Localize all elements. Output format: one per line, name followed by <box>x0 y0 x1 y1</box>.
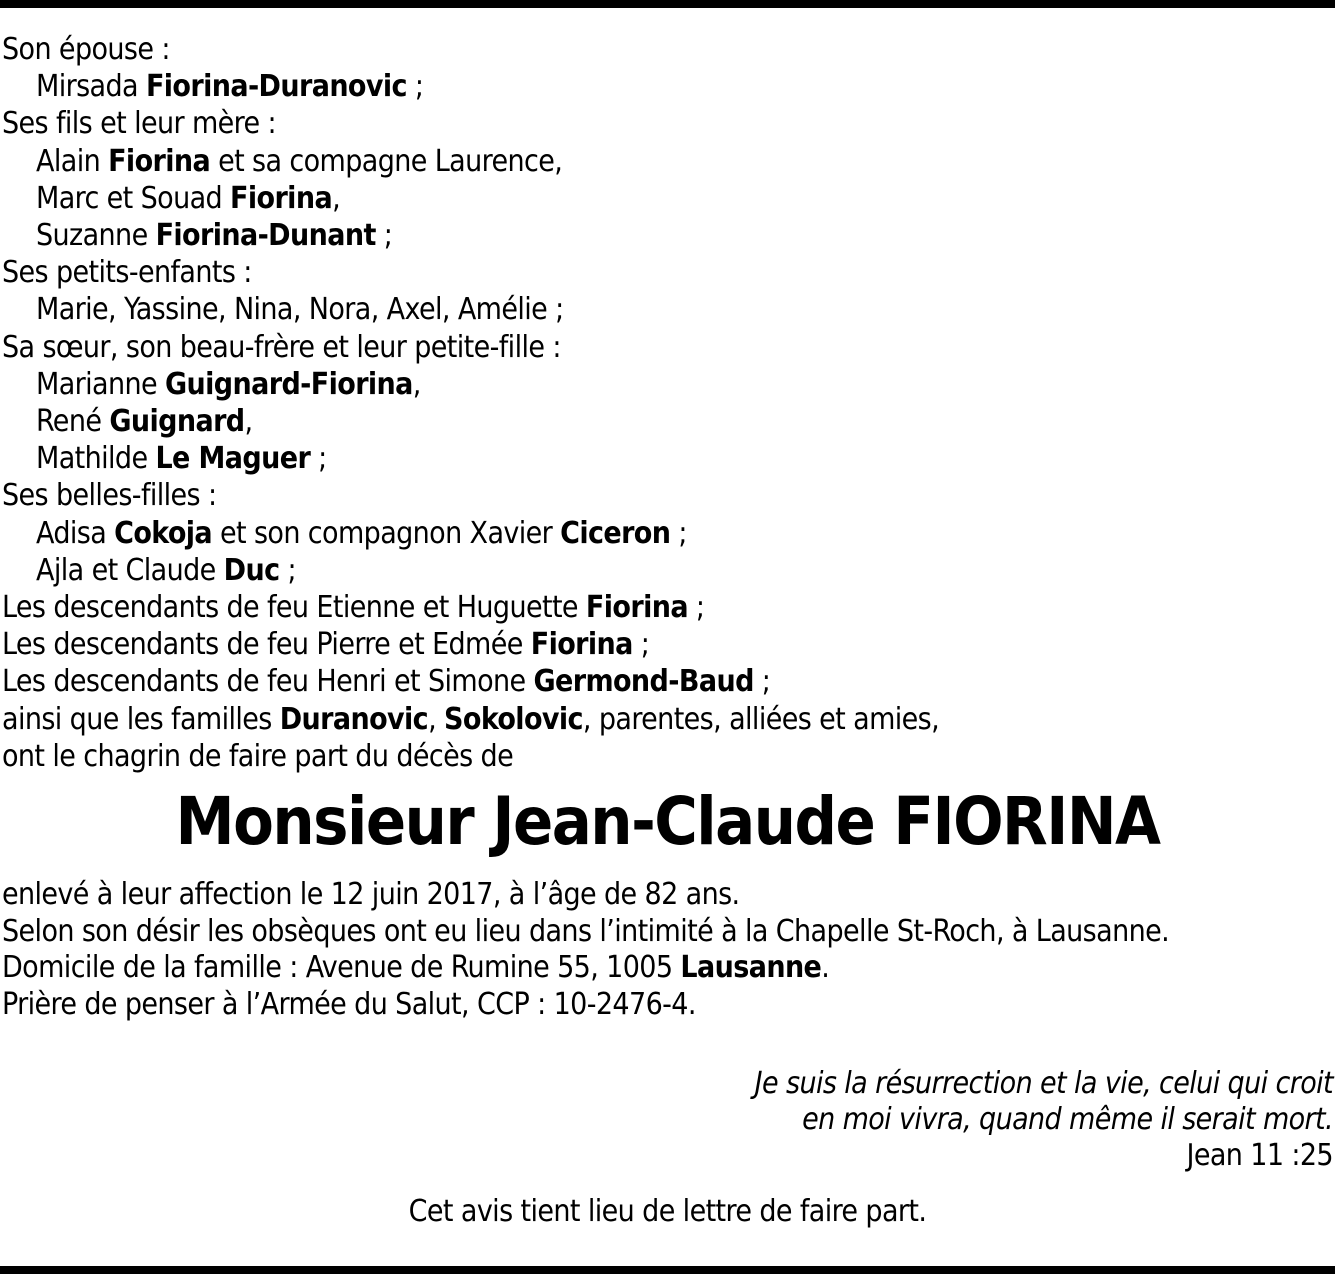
descendants-line-2 <box>2 626 1332 663</box>
son1-given-name: Alain <box>36 143 109 179</box>
desc1-line-end: ; <box>687 590 705 626</box>
address-prefix: Domicile de la famille : Avenue de Rumine 55, 1005 <box>2 950 681 985</box>
spouse-line-end: ; <box>406 69 424 105</box>
daughter-in-law-1-line <box>2 515 1332 552</box>
sister-line-end: , <box>412 366 421 402</box>
brother-in-law-line-end: , <box>244 404 253 440</box>
sister-family-name: Guignard-Fiorina <box>164 366 413 402</box>
desc2-prefix: Les descendants de feu Pierre et Edmée <box>2 627 531 663</box>
announcement-line: ont le chagrin de faire part du décès de <box>2 738 514 774</box>
grandniece-line-end: ; <box>310 441 327 477</box>
brother-in-law-family-name: Guignard <box>109 404 245 440</box>
daughter-in-law-2-line <box>2 552 1332 589</box>
family-announcement <box>2 31 1332 775</box>
address-end: . <box>821 950 830 985</box>
details-line-2: Selon son désir les obsèques ont eu lieu dans l’intimité à la Chapelle St-Roch, à Lausanne. <box>2 913 1170 949</box>
brother-in-law-line <box>2 403 1332 440</box>
sons-heading: Ses fils et leur mère : <box>2 106 276 142</box>
dil2-line-end: ; <box>279 552 296 588</box>
funeral-details <box>2 877 1332 1023</box>
brother-in-law-given-name: René <box>36 404 110 440</box>
dil2-given-name: Ajla et Claude <box>36 552 224 588</box>
mother-given-name: Suzanne <box>36 218 156 254</box>
son2-family-name: Fiorina <box>230 180 333 216</box>
details-line-1: enlevé à leur affection le 12 juin 2017, à l’âge de 82 ans. <box>2 877 740 912</box>
families-name-2: Sokolovic <box>444 701 583 737</box>
verse-reference: Jean 11 :25 <box>1186 1138 1333 1173</box>
desc3-family-name: Germond-Baud <box>533 664 754 700</box>
son1-line <box>2 143 1332 180</box>
bottom-border-rule <box>0 1266 1335 1274</box>
daughters-in-law-heading: Ses belles-filles : <box>2 478 217 514</box>
details-line-3 <box>2 950 1332 987</box>
spouse-line <box>2 68 1332 105</box>
son2-line-end: , <box>332 180 341 216</box>
son1-line-end: et sa compagne Laurence, <box>210 143 563 179</box>
spouse-family-name: Fiorina-Duranovic <box>145 69 407 105</box>
dil1-middle-text: et son compagnon Xavier <box>212 515 561 551</box>
mother-family-name: Fiorina-Dunant <box>155 218 376 254</box>
dil1-family-name: Cokoja <box>114 515 213 551</box>
desc3-line-end: ; <box>753 664 771 700</box>
grandniece-line <box>2 440 1332 477</box>
sister-line <box>2 366 1332 403</box>
descendants-line-1 <box>2 589 1332 626</box>
grandniece-family-name: Le Maguer <box>155 441 311 477</box>
dil1-line-end: ; <box>670 515 687 551</box>
spouse-heading: Son épouse : <box>2 32 170 67</box>
son2-given-name: Marc et Souad <box>36 180 231 216</box>
top-border-rule <box>0 0 1335 8</box>
dil1-given-name: Adisa <box>36 515 115 551</box>
grandchildren-heading: Ses petits-enfants : <box>2 255 252 291</box>
details-line-4: Prière de penser à l’Armée du Salut, CCP : 10-2476-4. <box>2 986 696 1022</box>
families-line <box>2 701 1332 738</box>
families-separator: , <box>428 701 445 737</box>
families-name-1: Duranovic <box>279 701 429 737</box>
closing-note: Cet avis tient lieu de lettre de faire part. <box>408 1194 927 1229</box>
spouse-given-name: Mirsada <box>36 69 146 105</box>
desc1-family-name: Fiorina <box>585 590 688 626</box>
mother-line <box>2 217 1332 254</box>
dil1-partner-family-name: Ciceron <box>560 515 671 551</box>
deceased-name: Monsieur Jean-Claude FIORINA <box>175 783 1160 860</box>
verse-line-2: en moi vivra, quand même il serait mort. <box>802 1102 1333 1137</box>
families-prefix: ainsi que les familles <box>2 701 280 737</box>
grandchildren-names: Marie, Yassine, Nina, Nora, Axel, Amélie ; <box>36 292 564 328</box>
grandniece-given-name: Mathilde <box>36 441 156 477</box>
descendants-line-3 <box>2 663 1332 700</box>
bible-verse <box>433 1066 1333 1174</box>
desc1-prefix: Les descendants de feu Etienne et Huguette <box>2 590 586 626</box>
son2-line <box>2 180 1332 217</box>
sister-given-name: Marianne <box>36 366 165 402</box>
address-city: Lausanne <box>680 950 822 985</box>
desc2-line-end: ; <box>632 627 650 663</box>
families-line-end: , parentes, alliées et amies, <box>582 701 940 737</box>
sister-heading: Sa sœur, son beau-frère et leur petite-fille : <box>2 329 561 365</box>
verse-line-1: Je suis la résurrection et la vie, celui qui croit <box>754 1066 1333 1101</box>
mother-line-end: ; <box>375 218 393 254</box>
son1-family-name: Fiorina <box>108 143 211 179</box>
desc3-prefix: Les descendants de feu Henri et Simone <box>2 664 534 700</box>
desc2-family-name: Fiorina <box>530 627 633 663</box>
dil2-family-name: Duc <box>223 552 280 588</box>
